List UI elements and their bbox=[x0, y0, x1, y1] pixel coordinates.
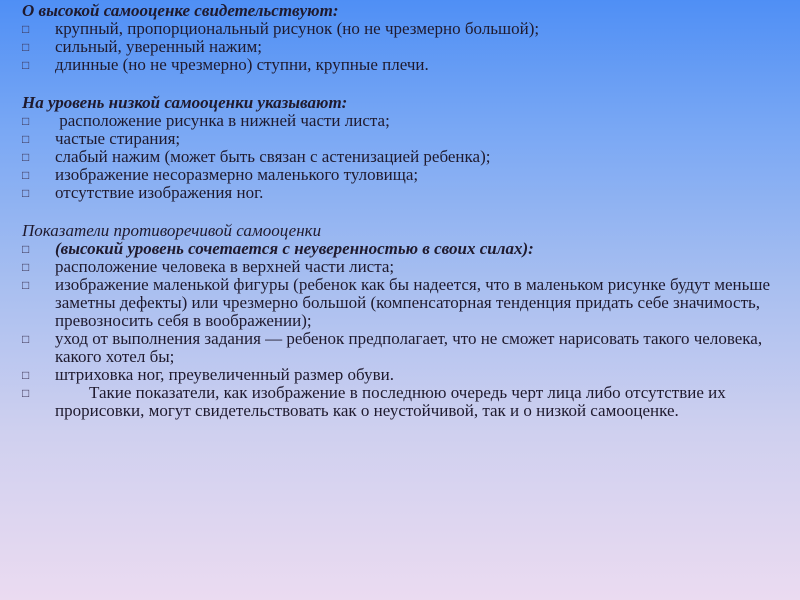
list-item-text: изображение несоразмерно маленького туловища; bbox=[55, 165, 419, 184]
bullet-icon: □ bbox=[22, 186, 30, 200]
section-heading-contradictory-self-esteem: Показатели противоречивой самооценки bbox=[22, 221, 322, 240]
list-item-text: (высокий уровень сочетается с неуверенностью в своих силах): bbox=[55, 239, 534, 258]
list-item-text: длинные (но не чрезмерно) ступни, крупные плечи. bbox=[55, 55, 429, 74]
list-item bbox=[22, 148, 792, 166]
bullet-icon: □ bbox=[22, 132, 30, 146]
list-item-text: штриховка ног, преувеличенный размер обуви. bbox=[55, 365, 394, 384]
list-item bbox=[22, 184, 792, 202]
list-item-text: слабый нажим (может быть связан с астенизацией ребенка); bbox=[55, 147, 491, 166]
list-item-text: частые стирания; bbox=[55, 129, 181, 148]
bullet-icon: □ bbox=[22, 332, 30, 346]
bullet-icon: □ bbox=[22, 58, 30, 72]
bullet-icon: □ bbox=[22, 278, 30, 292]
bullet-icon: □ bbox=[22, 386, 30, 400]
section-gap bbox=[22, 74, 792, 94]
list-item bbox=[22, 366, 792, 384]
list-item-text: Такие показатели, как изображение в последнюю очередь черт лица либо отсутствие их прорисовки, могут свидетельствовать как о неустойчивой, так и о низкой самооценке. bbox=[55, 383, 730, 420]
list-item bbox=[22, 112, 792, 130]
bullet-icon: □ bbox=[22, 40, 30, 54]
bullet-icon: □ bbox=[22, 22, 30, 36]
list-item-text: отсутствие изображения ног. bbox=[55, 183, 264, 202]
list-item bbox=[22, 276, 792, 330]
bullet-icon: □ bbox=[22, 150, 30, 164]
list-item-text: изображение маленькой фигуры (ребенок как бы надеется, что в маленьком рисунке будут меньше заметны дефекты) или чрезмерно большой (компенсаторная тенденция придать себе значимость, превозносить себя в воображении); bbox=[55, 275, 771, 330]
section-gap bbox=[22, 202, 792, 222]
list-item bbox=[22, 56, 792, 74]
list-item bbox=[22, 38, 792, 56]
list-item bbox=[22, 130, 792, 148]
list-item-text: расположение человека в верхней части листа; bbox=[55, 257, 395, 276]
list-item bbox=[22, 240, 792, 258]
list-item-text: расположение рисунка в нижней части листа; bbox=[55, 111, 390, 130]
list-item bbox=[22, 166, 792, 184]
list-item bbox=[22, 20, 792, 38]
bullet-icon: □ bbox=[22, 242, 30, 256]
slide-content bbox=[22, 2, 792, 420]
bullet-icon: □ bbox=[22, 260, 30, 274]
section-heading-high-self-esteem: О высокой самооценке свидетельствуют: bbox=[22, 1, 339, 20]
list-item bbox=[22, 258, 792, 276]
bullet-icon: □ bbox=[22, 114, 30, 128]
list-item bbox=[22, 384, 792, 420]
bullet-icon: □ bbox=[22, 168, 30, 182]
list-item bbox=[22, 330, 792, 366]
list-item-text: сильный, уверенный нажим; bbox=[55, 37, 262, 56]
bullet-icon: □ bbox=[22, 368, 30, 382]
list-item-text: крупный, пропорциональный рисунок (но не чрезмерно большой); bbox=[55, 19, 540, 38]
list-item-text: уход от выполнения задания — ребенок предполагает, что не сможет нарисовать такого человека, какого хотел бы; bbox=[55, 329, 763, 366]
section-heading-low-self-esteem: На уровень низкой самооценки указывают: bbox=[22, 93, 348, 112]
